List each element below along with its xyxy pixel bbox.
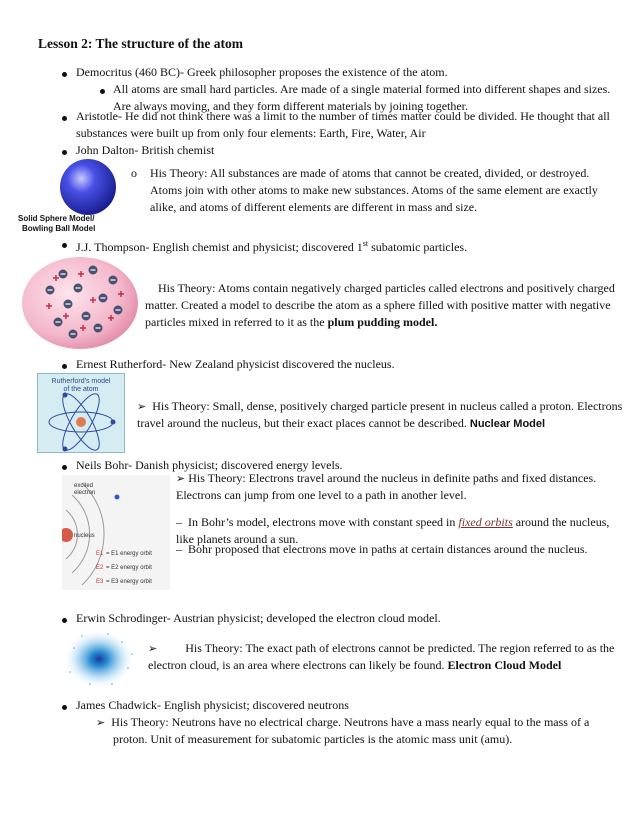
rutherford-image-title-1: Rutherford's model	[51, 378, 111, 385]
bohr-point2: – Bohr proposed that electrons move in paths at certain distances around the nucleus.	[176, 542, 588, 556]
solid-sphere-image	[58, 157, 118, 217]
rutherford-model-image	[37, 373, 125, 453]
rutherford-theory2: travel around the nucleus, but their exact places cannot be described. Nuclear Model	[137, 416, 546, 430]
bohr-theory1: ➢ His Theory: Electrons travel around the nucleus in definite paths and fixed distances.	[176, 471, 597, 485]
schrodinger-line: Erwin Schrodinger- Austrian physicist; developed the electron cloud model.	[76, 611, 441, 625]
thompson-theory1: His Theory: Atoms contain negatively charged particles called electrons and positively charged	[158, 281, 615, 295]
bohr-image-e1: E1	[96, 551, 104, 557]
bullet	[62, 705, 67, 710]
thompson-theory3: particles mixed in referred to it as the plum pudding model.	[145, 315, 438, 329]
bohr-point1: – In Bohr’s model, electrons move with constant speed in fixed orbits around the nucleus,	[176, 515, 610, 529]
bullet	[62, 150, 67, 155]
bullet	[100, 89, 105, 94]
bullet	[62, 364, 67, 369]
sphere-caption-2: Bowling Ball Model	[22, 224, 96, 233]
schrodinger-theory1: ➢ His Theory: The exact path of electrons cannot be predicted. The region referred to as the	[148, 641, 615, 655]
dalton-theory1: His Theory: All substances are made of atoms that cannot be created, divided, or destroyed.	[150, 166, 590, 180]
fixed-orbits-link[interactable]: fixed orbits	[458, 515, 513, 529]
bohr-image-e3: E3	[96, 579, 104, 585]
bullet	[62, 465, 67, 470]
dalton-theory3: alike, and atoms of different elements are different in mass and size.	[150, 200, 478, 214]
chadwick-theory1: ➢ His Theory: Neutrons have no electrical charge. Neutrons have a mass nearly equal to the mass of a	[96, 715, 590, 729]
bohr-line: Neils Bohr- Danish physicist; discovered energy levels.	[76, 458, 343, 472]
schrodinger-theory2: electron cloud, is an area where electrons can likely be found. Electron Cloud Model	[148, 658, 562, 672]
dalton-marker: o	[131, 166, 137, 180]
democritus-sub2: Are always moving, and they form different materials by joining together.	[113, 99, 469, 113]
dalton-theory2: Atoms join with other atoms to make new substances. Atoms of the same element are exactly	[150, 183, 598, 197]
thompson-theory2: matter. Created a model to describe the atom as a sphere filled with positive matter with negative	[145, 298, 611, 312]
bullet	[62, 618, 67, 623]
bohr-model-image	[62, 475, 170, 590]
democritus-sub1: All atoms are small hard particles. Are made of a single material formed into different shapes and sizes.	[113, 82, 611, 96]
bohr-image-excited-1: excited	[74, 483, 94, 489]
aristotle-line2: substances were built up from only four elements: Earth, Fire, Water, Air	[76, 126, 426, 140]
bohr-image-orbit-2: = E2 energy orbit	[106, 565, 152, 571]
rutherford-theory1: ➢ His Theory: Small, dense, positively charged particle present in nucleus called a proton. Electrons	[137, 399, 623, 413]
sphere-caption-1: Solid Sphere Model/	[18, 214, 95, 223]
bullet	[62, 116, 67, 121]
bohr-image-excited-2: electron	[74, 490, 96, 496]
chadwick-line: James Chadwick- English physicist; discovered neutrons	[76, 698, 349, 712]
bohr-image-nucleus: nucleus	[74, 533, 95, 539]
bohr-image-orbit-3: = E3 energy orbit	[106, 579, 152, 585]
bohr-theory2: Electrons can jump from one level to a path in another level.	[176, 488, 467, 502]
democritus-line: Democritus (460 BC)- Greek philosopher proposes the existence of the atom.	[76, 65, 448, 79]
bohr-image-orbit-1: = E1 energy orbit	[106, 551, 152, 557]
bullet	[62, 72, 67, 77]
rutherford-line: Ernest Rutherford- New Zealand physicist discovered the nucleus.	[76, 357, 395, 371]
bohr-image-e2: E2	[96, 565, 104, 571]
dalton-line: John Dalton- British chemist	[76, 143, 215, 157]
aristotle-line1: Aristotle- He did not think there was a limit to the number of times matter could be divided. He thought that all	[76, 109, 610, 123]
thompson-line: J.J. Thompson- English chemist and physicist; discovered 1st subatomic particles.	[76, 239, 468, 254]
rutherford-image-title-2: of the atom	[63, 386, 99, 393]
plum-pudding-image	[18, 254, 138, 352]
chadwick-theory2: proton. Unit of measurement for subatomic particles is the atomic mass unit (amu).	[113, 732, 513, 746]
page-title: Lesson 2: The structure of the atom	[38, 36, 243, 51]
bullet	[62, 243, 67, 248]
electron-cloud-image	[62, 628, 136, 690]
bohr-point1-line2: like planets around a sun.	[176, 532, 299, 546]
